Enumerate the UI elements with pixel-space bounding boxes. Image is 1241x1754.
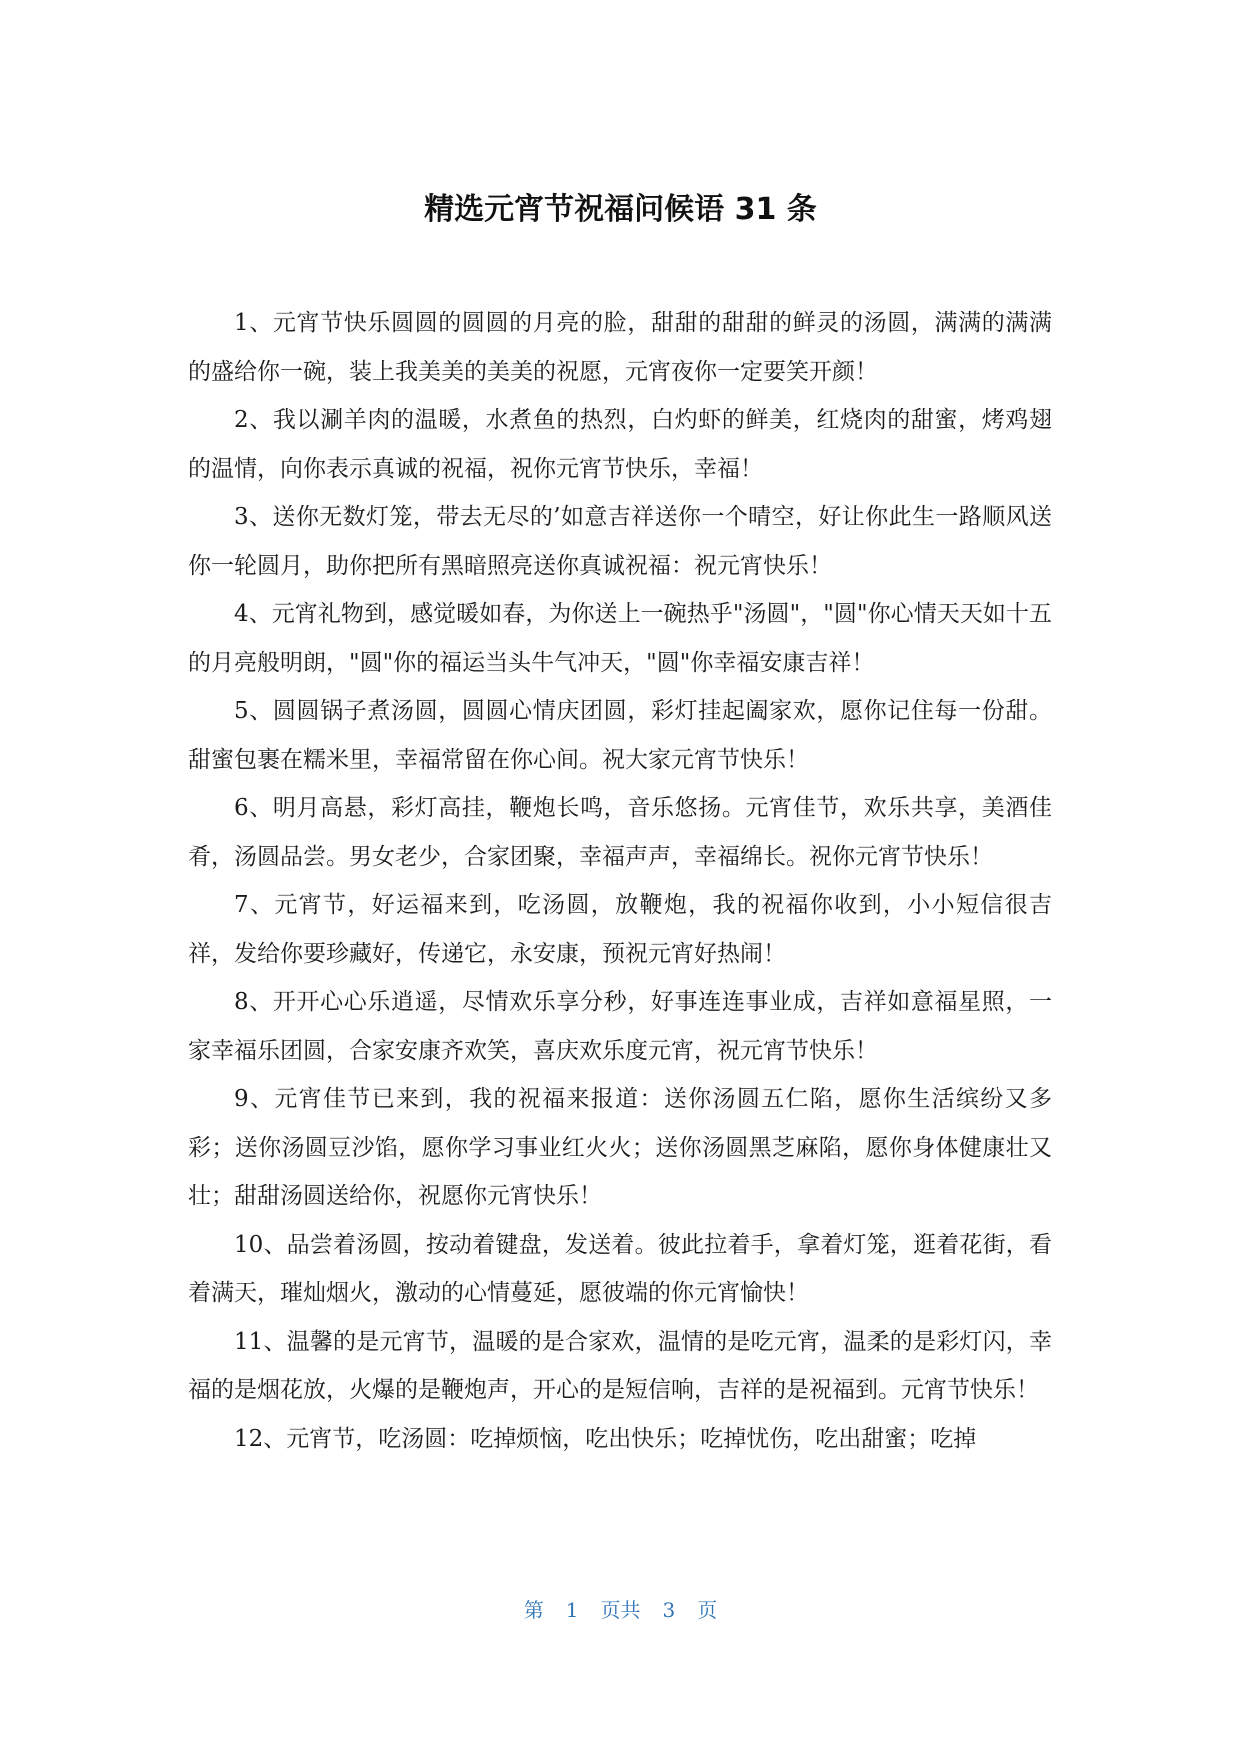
page-total-word: 页共 xyxy=(600,1598,641,1622)
paragraph: 10、品尝着汤圆，按动着键盘，发送着。彼此拉着手，拿着灯笼，逛着花街，看着满天，璀灿烟火，激动的心情蔓延，愿彼端的你元宵愉快！ xyxy=(188,1231,1052,1306)
total-pages-number: 3 xyxy=(662,1598,676,1622)
paragraph: 4、元宵礼物到，感觉暖如春，为你送上一碗热乎"汤圆"，"圆"你心情天天如十五的月亮般明朗，"圆"你的福运当头牛气冲天，"圆"你幸福安康吉祥！ xyxy=(188,601,1052,676)
paragraph: 9、元宵佳节已来到，我的祝福来报道：送你汤圆五仁陷，愿你生活缤纷又多彩；送你汤圆豆沙馅，愿你学习事业红火火；送你汤圆黑芝麻陷，愿你身体健康壮又壮；甜甜汤圆送给你，祝愿你元宵快乐！ xyxy=(188,1086,1052,1209)
document-title: 精选元宵节祝福问候语 31 条 xyxy=(424,192,817,227)
paragraph: 7、元宵节，好运福来到，吃汤圆，放鞭炮，我的祝福你收到，小小短信很吉祥，发给你要珍藏好，传递它，永安康，预祝元宵好热闹！ xyxy=(188,892,1052,967)
paragraph: 2、我以涮羊肉的温暖，水煮鱼的热烈，白灼虾的鲜美，红烧肉的甜蜜，烤鸡翅的温情，向你表示真诚的祝福，祝你元宵节快乐，幸福！ xyxy=(188,407,1052,482)
paragraph: 11、温馨的是元宵节，温暖的是合家欢，温情的是吃元宵，温柔的是彩灯闪，幸福的是烟花放，火爆的是鞭炮声，开心的是短信响，吉祥的是祝福到。元宵节快乐！ xyxy=(188,1328,1052,1403)
paragraph: 1、元宵节快乐圆圆的圆圆的月亮的脸，甜甜的甜甜的鲜灵的汤圆，满满的满满的盛给你一碗，装上我美美的美美的祝愿，元宵夜你一定要笑开颜！ xyxy=(188,310,1052,385)
document-body xyxy=(188,299,1052,1463)
paragraph: 3、送你无数灯笼，带去无尽的’如意吉祥送你一个晴空，好让你此生一路顺风送你一轮圆月，助你把所有黑暗照亮送你真诚祝福：祝元宵快乐！ xyxy=(188,504,1052,579)
paragraph: 6、明月高悬，彩灯高挂，鞭炮长鸣，音乐悠扬。元宵佳节，欢乐共享，美酒佳肴，汤圆品尝。男女老少，合家团聚，幸福声声，幸福绵长。祝你元宵节快乐！ xyxy=(188,795,1052,870)
current-page-number: 1 xyxy=(565,1598,579,1622)
paragraph: 5、圆圆锅子煮汤圆，圆圆心情庆团圆，彩灯挂起阖家欢，愿你记住每一份甜。甜蜜包裹在糯米里，幸福常留在你心间。祝大家元宵节快乐！ xyxy=(188,698,1052,773)
page-word: 第 xyxy=(523,1598,544,1622)
paragraph: 8、开开心心乐逍遥，尽情欢乐享分秒，好事连连事业成，吉祥如意福星照，一家幸福乐团圆，合家安康齐欢笑，喜庆欢乐度元宵，祝元宵节快乐！ xyxy=(188,989,1052,1064)
page-suffix: 页 xyxy=(697,1598,718,1622)
paragraph: 12、元宵节，吃汤圆：吃掉烦恼，吃出快乐；吃掉忧伤，吃出甜蜜；吃掉 xyxy=(234,1425,977,1452)
page-footer xyxy=(0,1596,1241,1624)
